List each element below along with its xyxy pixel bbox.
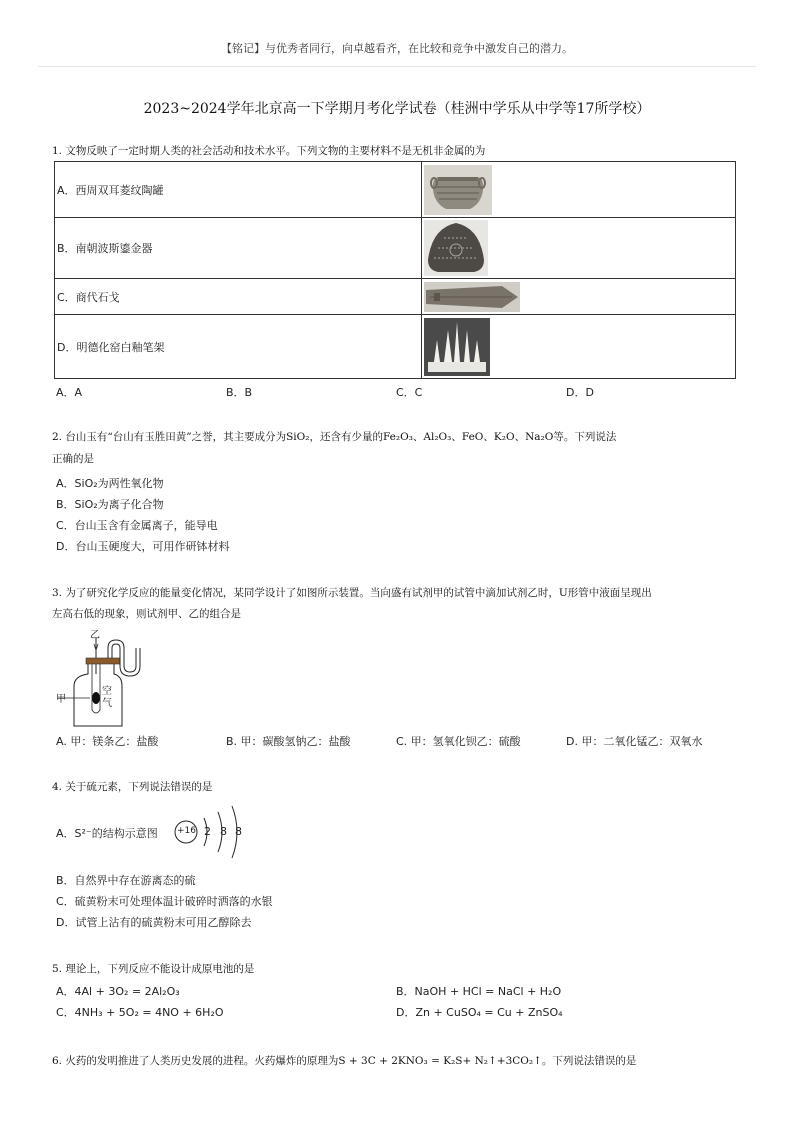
q2-stem-line2: 正确的是 — [52, 453, 94, 465]
q1-stem: 1. 文物反映了一定时期人类的社会活动和技术水平。下列文物的主要材料不是无机非金属的为 — [52, 145, 486, 157]
q1-artifact-table — [54, 161, 736, 379]
q2-option-d: D．台山玉硬度大，可用作研钵材料 — [56, 540, 230, 553]
q5-option-c: C．4NH₃ + 5O₂ = 4NO + 6H₂O — [56, 1006, 224, 1019]
q1-choice-a: A．A — [56, 386, 83, 399]
q3-option-b: B. 甲：碳酸氢钠乙：盐酸 — [226, 735, 351, 748]
atom-shell-2: 8 — [220, 825, 227, 838]
q3-label-qi: 气 — [102, 698, 112, 709]
page-title: 2023~2024学年北京高一下学期月考化学试卷（桂洲中学乐从中学等17所学校） — [143, 101, 651, 117]
q1-row-d-image — [422, 315, 736, 379]
q2-option-b: B．SiO₂为离子化合物 — [56, 498, 164, 511]
atom-shell-3: 8 — [235, 825, 242, 838]
q3-apparatus-diagram — [56, 624, 156, 728]
q3-label-yi: 乙 — [90, 630, 100, 641]
q1-row-a-image — [422, 162, 736, 218]
q6-stem: 6. 火药的发明推进了人类历史发展的进程。火药爆炸的原理为S + 3C + 2KNO₃ = K₂S+ N₂↑+3CO₂↑。下列说法错误的是 — [52, 1055, 637, 1067]
q1-row-b-image — [422, 218, 736, 279]
q3-label-jia: 甲 — [56, 694, 66, 705]
q2-option-c: C．台山玉含有金属离子，能导电 — [56, 519, 218, 532]
stone-dagger-axe-icon — [424, 282, 520, 312]
motto-banner: 【铭记】与优秀者同行，向卓越看齐，在比较和竞争中激发自己的潜力。 — [221, 42, 573, 55]
q1-row-c-image — [422, 279, 736, 315]
q5-option-b: B．NaOH + HCl = NaCl + H₂O — [396, 985, 562, 998]
q4-option-c: C．硫黄粉末可处理体温计破碎时洒落的水银 — [56, 895, 273, 908]
q3-stem-line2: 左高右低的现象，则试剂甲、乙的组合是 — [52, 608, 241, 620]
q4-stem: 4. 关于硫元素，下列说法错误的是 — [52, 781, 213, 793]
gilded-vessel-icon — [424, 220, 488, 276]
q4-option-b: B．自然界中存在游离态的硫 — [56, 874, 196, 887]
q1-choice-b: B．B — [226, 386, 253, 399]
atom-nucleus-charge: +16 — [177, 826, 196, 836]
q1-row-d-label: D．明德化窑白釉笔架 — [55, 315, 422, 379]
sulfide-ion-structure-diagram — [172, 800, 252, 866]
q4-option-d: D．试管上沾有的硫黄粉末可用乙醇除去 — [56, 916, 252, 929]
header-divider — [38, 66, 756, 67]
atom-shell-1: 2 — [204, 825, 211, 838]
q1-choice-c: C．C — [396, 386, 423, 399]
pottery-jar-icon — [424, 165, 492, 215]
white-glaze-brush-rest-icon — [424, 318, 490, 376]
q1-row-b-label: B．南朝波斯鎏金器 — [55, 218, 422, 279]
q2-option-a: A．SiO₂为两性氧化物 — [56, 477, 164, 490]
q5-option-a: A．4Al + 3O₂ = 2Al₂O₃ — [56, 985, 180, 998]
q1-row-c-label: C．商代石戈 — [55, 279, 422, 315]
q3-option-a: A. 甲：镁条乙：盐酸 — [56, 735, 159, 748]
q1-choice-d: D．D — [566, 386, 594, 399]
q3-option-c: C. 甲：氢氧化钡乙：硫酸 — [396, 735, 521, 748]
q2-stem-line1: 2. 台山玉有“台山有玉胜田黄”之誉，其主要成分为SiO₂，还含有少量的Fe₂O₃、Al₂O₃、FeO、K₂O、Na₂O等。下列说法 — [52, 431, 617, 443]
q3-label-kong: 空 — [102, 686, 112, 697]
q5-option-d: D．Zn + CuSO₄ = Cu + ZnSO₄ — [396, 1006, 563, 1019]
q1-row-a-label: A．西周双耳菱纹陶罐 — [55, 162, 422, 218]
q3-option-d: D. 甲：二氧化锰乙：双氧水 — [566, 735, 703, 748]
q3-stem-line1: 3. 为了研究化学反应的能量变化情况，某同学设计了如图所示装置。当向盛有试剂甲的试管中滴加试剂乙时，U形管中液面呈现出 — [52, 587, 652, 599]
q5-stem: 5. 理论上，下列反应不能设计成原电池的是 — [52, 963, 255, 975]
q4-option-a: A．S²⁻的结构示意图 — [56, 827, 158, 840]
